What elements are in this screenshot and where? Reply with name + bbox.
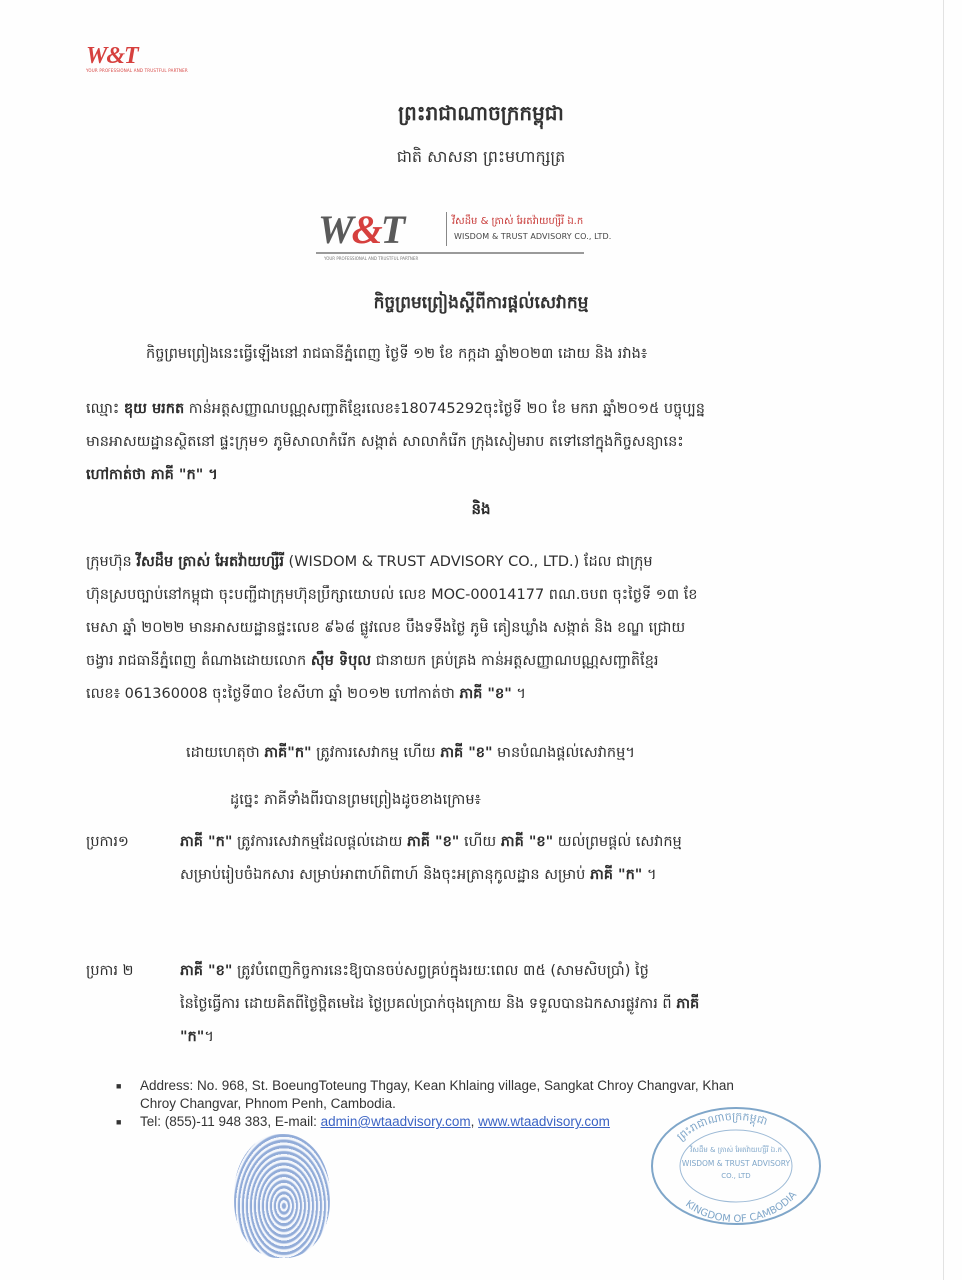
page-edge: [943, 0, 944, 1280]
national-motto: ជាតិ សាសនា ព្រះមហាក្សត្រ: [396, 147, 566, 166]
logo-name-en: WISDOM & TRUST ADVISORY CO., LTD.: [454, 232, 612, 241]
whereas-line: ដោយហេតុថា ភាគី"ក" ត្រូវការសេវាកម្ម ហើយ ភាគី "ខ" មានបំណងផ្តល់សេវាកម្ម។: [186, 745, 635, 761]
document-title: កិច្ចព្រមព្រៀងស្តីពីការផ្តល់សេវាកម្ម: [373, 293, 589, 313]
party-a-line-3: ហៅកាត់ថា ភាគី "ក" ។: [86, 467, 218, 483]
stamp-bottom-text: KINGDOM OF CAMBODIA: [683, 1189, 800, 1226]
party-b-name: វីសដឹម ត្រាស់ អែតវ៉ាយហ្សឺរី: [136, 554, 284, 570]
party-b-line-3: មេសា ឆ្នាំ ២០២២ មានអាសយដ្ឋានផ្ទះលេខ ៩៦៨ ផ្លូវលេខ បឹងទទឹងថ្ងៃ ភូមិ គៀនឃ្លាំង សង្កាត់ និង ខណ្ឌ ជ្រោយ: [86, 620, 686, 636]
party-b-paragraph: [86, 546, 698, 711]
company-stamp: [646, 1102, 826, 1226]
logo-mark: W&T: [318, 207, 404, 252]
stamp-name-km: វីសដឹម & ត្រាស់ អែតវ៉ាយហ្សឺរី ឯ.ក: [690, 1146, 782, 1154]
bullet-icon: ■: [116, 1081, 122, 1091]
party-b-line-4: ចង្វារ រាជធានីភ្នំពេញ តំណាងដោយលោក ស៊ឹម ទិបុល ជានាយក គ្រប់គ្រង កាន់អត្តសញ្ញាណបណ្ណសញ្ជាតិខ្មែរ: [86, 653, 659, 669]
party-a-name: ឌុយ មរកត: [123, 401, 185, 417]
bullet-icon: ■: [116, 1117, 122, 1127]
corner-logo-mark: W&T: [86, 43, 138, 69]
stamp-co: CO., LTD: [721, 1172, 751, 1180]
corner-logo: [86, 43, 188, 76]
corner-logo-tagline: YOUR PROFESSIONAL AND TRUSTFUL PARTNER: [86, 68, 188, 73]
party-b-line-5: លេខ៖ 061360008 ចុះថ្ងៃទី៣០ ខែសីហា ឆ្នាំ ២០១២ ហៅកាត់ថា ភាគី "ខ" ។: [86, 686, 526, 702]
kingdom-heading: ព្រះរាជាណាចក្រកម្ពុជា: [398, 101, 564, 125]
intro-line: កិច្ចព្រមព្រៀងនេះធ្វើឡើងនៅ រាជធានីភ្នំពេញ ថ្ងៃទី ១២ ខែ កក្កដា ឆ្នាំ២០២៣ ដោយ និង រវាង៖: [146, 346, 648, 362]
fingerprint-icon: [234, 1134, 330, 1258]
stamp-top-text: ព្រះរាជាណាចក្រកម្ពុជា: [674, 1109, 770, 1144]
email-link[interactable]: admin@wtaadvisory.com: [320, 1114, 471, 1129]
article-2-text: ភាគី "ខ" ត្រូវបំពេញកិច្ចការនេះឱ្យបានចប់សព្វគ្រប់ក្នុងរយៈពេល ៣៥ (សាមសិបប្រាំ) ថ្ងៃ នៃថ្ងៃធ្វើការ ដោយគិតពីថ្ងៃថ្ពិតមេដៃ ថ្ងៃប្រគល់ប្រាក់ចុងក្រោយ និង ទទួលបានឯកសារផ្លូវការ ពី ភាគី "ក"។: [180, 963, 700, 1045]
party-b-line-1: ក្រុមហ៊ុន វីសដឹម ត្រាស់ អែតវ៉ាយហ្សឺរី (WISDOM & TRUST ADVISORY CO., LTD.) ដែល ជាក្រុម: [86, 554, 653, 570]
article-1-label: ប្រការ១: [86, 834, 129, 850]
party-a-line-1: ឈ្មោះ ឌុយ មរកត កាន់អត្តសញ្ញាណបណ្ណសញ្ជាតិខ្មែរលេខ៖180745292ចុះថ្ងៃទី ២០ ខែ មករា ឆ្នាំ២០១៥ បច្ចុប្បន្ន: [86, 401, 706, 417]
party-a-paragraph: [86, 393, 705, 492]
and-heading: និង: [471, 500, 491, 518]
logo-name-km: វីសដឹម & ត្រាស់ អែតវ៉ាយហ្សឺរី ឯ.ក: [452, 216, 584, 227]
party-b-line-2: ហ៊ុនស្របច្បាប់នៅកម្ពុជា ចុះបញ្ជីជាក្រុមហ៊ុនប្រឹក្សាយោបល់ លេខ MOC-00014177 ពណ.ចបព ចុះថ្ងៃទី ១៣ ខែ: [86, 587, 698, 603]
company-logo: [316, 206, 612, 264]
party-a-line-2: មានអាសយដ្ឋានស្ថិតនៅ ផ្ទះក្រុម១ ភូមិសាលាកំរើក សង្កាត់ សាលាកំរើក ក្រុងសៀមរាប តទៅនៅក្នុងកិច្ចសន្យានេះ: [86, 434, 684, 450]
logo-rule: [316, 252, 584, 254]
stamp-name-en: WISDOM & TRUST ADVISORY: [681, 1159, 791, 1168]
logo-tagline: YOUR PROFESSIONAL AND TRUSTFUL PARTNER: [324, 256, 419, 261]
logo-divider: [446, 212, 447, 246]
article-1-text: ភាគី "ក" ត្រូវការសេវាកម្មដែលផ្តល់ដោយ ភាគី "ខ" ហើយ ភាគី "ខ" យល់ព្រមផ្តល់ សេវាកម្ម សម្រាប់រៀបចំឯកសារ សម្រាប់អាពាហ៍ពិពាហ៍ និងចុះអត្រានុកូលដ្ឋាន សម្រាប់ ភាគី "ក" ។: [180, 834, 682, 883]
representative-name: ស៊ឹម ទិបុល: [310, 653, 372, 669]
footer-address: ■ Address: No. 968, St. BoeungToteung Thgay, Kean Khlaing village, Sangkat Chroy Changvar, Khan Chroy Changvar, Phnom Penh, Cambodia.: [116, 1078, 734, 1111]
website-link[interactable]: www.wtaadvisory.com: [478, 1114, 610, 1129]
therefore-line: ដូច្នេះ ភាគីទាំងពីរបានព្រមព្រៀងដូចខាងក្រោម៖: [230, 792, 481, 808]
article-2-label: ប្រការ ២: [86, 963, 134, 979]
footer-tel: ■ Tel: (855)-11 948 383, E-mail: admin@wtaadvisory.com, www.wtaadvisory.com: [116, 1114, 610, 1129]
